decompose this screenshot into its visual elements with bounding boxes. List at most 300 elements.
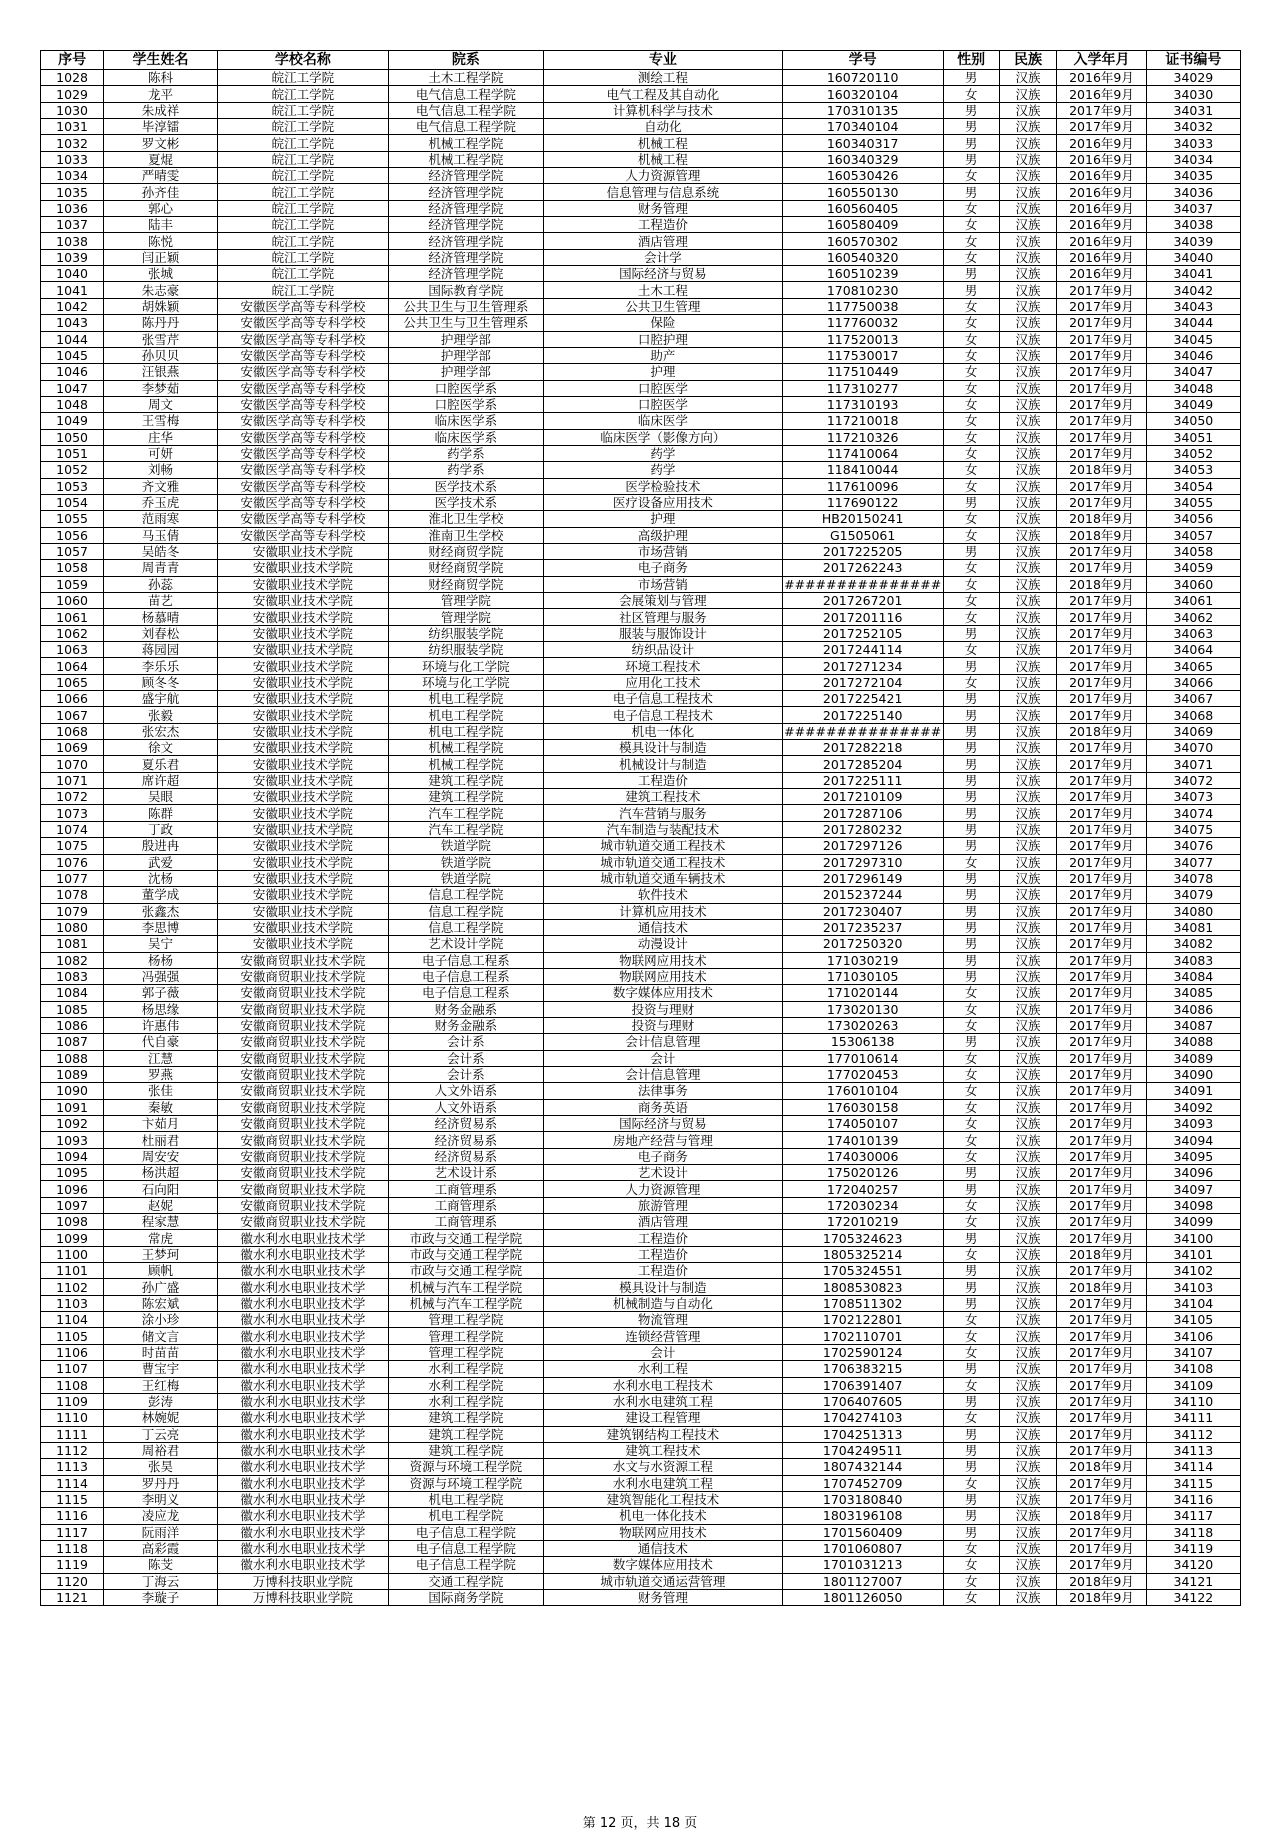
cell-student-name: 张佳 [104,1083,218,1099]
cell-department: 口腔医学系 [388,396,543,412]
cell-department: 建筑工程学院 [388,789,543,805]
cell-ethnicity: 汉族 [999,315,1056,331]
cell-department: 护理学部 [388,364,543,380]
cell-student-name: 孙广盛 [104,1279,218,1295]
table-row [41,936,1241,952]
cell-major: 服装与服饰设计 [543,625,782,641]
cell-department: 工商管理系 [388,1214,543,1230]
cell-student-name: 卞茹月 [104,1116,218,1132]
cell-gender: 男 [943,1165,999,1181]
cell-student-id: 2017267201 [782,593,943,609]
cell-student-id: 1808530823 [782,1279,943,1295]
cell-certificate: 34074 [1146,805,1240,821]
cell-index: 1095 [41,1165,104,1181]
cell-gender: 女 [943,1099,999,1115]
cell-ethnicity: 汉族 [999,936,1056,952]
cell-school: 徽水利水电职业技术学 [217,1475,388,1491]
cell-student-id: HB20150241 [782,511,943,527]
table-row [41,1148,1241,1164]
cell-enrollment: 2018年9月 [1057,462,1147,478]
cell-index: 1066 [41,691,104,707]
cell-student-name: 冯强强 [104,968,218,984]
table-row [41,1459,1241,1475]
cell-school: 徽水利水电职业技术学 [217,1377,388,1393]
table-row [41,903,1241,919]
cell-major: 电子商务 [543,1148,782,1164]
cell-certificate: 34079 [1146,887,1240,903]
cell-gender: 女 [943,298,999,314]
cell-school: 安徽职业技术学院 [217,625,388,641]
table-row [41,478,1241,494]
cell-school: 安徽职业技术学院 [217,740,388,756]
cell-gender: 女 [943,396,999,412]
cell-enrollment: 2016年9月 [1057,70,1147,86]
cell-gender: 女 [943,380,999,396]
cell-department: 临床医学系 [388,413,543,429]
cell-school: 安徽医学高等专科学校 [217,527,388,543]
cell-school: 安徽商贸职业技术学院 [217,1001,388,1017]
table-row [41,445,1241,461]
cell-major: 建筑钢结构工程技术 [543,1426,782,1442]
cell-ethnicity: 汉族 [999,168,1056,184]
cell-school: 皖江工学院 [217,282,388,298]
cell-major: 临床医学（影像方向） [543,429,782,445]
cell-ethnicity: 汉族 [999,903,1056,919]
cell-student-id: 170310135 [782,102,943,118]
cell-student-id: 177010614 [782,1050,943,1066]
cell-school: 安徽医学高等专科学校 [217,347,388,363]
table-row [41,331,1241,347]
cell-certificate: 34112 [1146,1426,1240,1442]
cell-school: 安徽医学高等专科学校 [217,462,388,478]
cell-student-id: ############### [784,576,942,592]
cell-index: 1087 [41,1034,104,1050]
cell-ethnicity: 汉族 [999,1230,1056,1246]
cell-school: 徽水利水电职业技术学 [217,1361,388,1377]
cell-major: 软件技术 [543,887,782,903]
cell-major: 应用化工技术 [543,674,782,690]
cell-department: 电子信息工程系 [388,985,543,1001]
cell-enrollment: 2016年9月 [1057,249,1147,265]
cell-major: 水利水电建筑工程 [543,1393,782,1409]
col-header-department: 院系 [388,51,543,70]
cell-enrollment: 2017年9月 [1057,1328,1147,1344]
cell-department: 资源与环境工程学院 [388,1475,543,1491]
cell-major: 护理 [543,364,782,380]
cell-index: 1088 [41,1050,104,1066]
cell-ethnicity: 汉族 [999,1312,1056,1328]
cell-school: 皖江工学院 [217,70,388,86]
cell-student-name: 涂小珍 [104,1312,218,1328]
cell-gender: 男 [943,723,999,739]
cell-student-name: 沈杨 [104,870,218,886]
cell-school: 安徽商贸职业技术学院 [217,1034,388,1050]
cell-school: 皖江工学院 [217,249,388,265]
cell-ethnicity: 汉族 [999,527,1056,543]
cell-index: 1058 [41,560,104,576]
cell-student-name: 范雨寒 [104,511,218,527]
cell-student-id: 173020263 [782,1017,943,1033]
cell-major: 工程造价 [543,772,782,788]
cell-major: 汽车营销与服务 [543,805,782,821]
table-row [41,740,1241,756]
cell-school: 徽水利水电职业技术学 [217,1524,388,1540]
cell-student-id: 2017252105 [782,625,943,641]
cell-ethnicity: 汉族 [999,1540,1056,1556]
cell-school: 安徽职业技术学院 [217,854,388,870]
cell-school: 安徽医学高等专科学校 [217,380,388,396]
cell-gender: 男 [943,494,999,510]
cell-index: 1070 [41,756,104,772]
table-row [41,1426,1241,1442]
cell-certificate: 34070 [1146,740,1240,756]
cell-student-id: 160340329 [782,151,943,167]
cell-department: 建筑工程学院 [388,772,543,788]
cell-major: 会展策划与管理 [543,593,782,609]
table-row [41,1050,1241,1066]
cell-student-name: 张宏杰 [104,723,218,739]
cell-certificate: 34066 [1146,674,1240,690]
cell-index: 1103 [41,1295,104,1311]
table-row [41,593,1241,609]
cell-ethnicity: 汉族 [999,429,1056,445]
cell-student-id: 118410044 [782,462,943,478]
cell-student-id: 160320104 [782,86,943,102]
cell-student-name: 江慧 [104,1050,218,1066]
cell-ethnicity: 汉族 [999,413,1056,429]
cell-school: 安徽医学高等专科学校 [217,331,388,347]
cell-ethnicity: 汉族 [999,772,1056,788]
cell-major: 人力资源管理 [543,168,782,184]
table-row [41,756,1241,772]
cell-certificate: 34087 [1146,1017,1240,1033]
cell-ethnicity: 汉族 [999,1279,1056,1295]
table-row [41,1181,1241,1197]
cell-department: 公共卫生与卫生管理系 [388,298,543,314]
cell-major: 建设工程管理 [543,1410,782,1426]
cell-department: 管理工程学院 [388,1344,543,1360]
cell-certificate: 34090 [1146,1066,1240,1082]
cell-department: 机械工程学院 [388,740,543,756]
cell-ethnicity: 汉族 [999,249,1056,265]
cell-ethnicity: 汉族 [999,985,1056,1001]
cell-index: 1100 [41,1246,104,1262]
table-row [41,1116,1241,1132]
cell-student-name: 顾帆 [104,1263,218,1279]
cell-ethnicity: 汉族 [999,723,1056,739]
cell-gender: 女 [943,609,999,625]
cell-department: 电子信息工程学院 [388,1540,543,1556]
cell-major: 保险 [543,315,782,331]
cell-department: 电气信息工程学院 [388,86,543,102]
cell-index: 1067 [41,707,104,723]
cell-certificate: 34084 [1146,968,1240,984]
cell-ethnicity: 汉族 [999,805,1056,821]
cell-major: 艺术设计 [543,1165,782,1181]
cell-student-id: 117410064 [782,445,943,461]
cell-gender: 女 [943,1540,999,1556]
cell-student-name: 刘春松 [104,625,218,641]
cell-student-name: 刘畅 [104,462,218,478]
table-row [41,1377,1241,1393]
cell-enrollment: 2017年9月 [1057,903,1147,919]
cell-student-id: 1807432144 [782,1459,943,1475]
cell-student-name: 丁海云 [104,1573,218,1589]
cell-ethnicity: 汉族 [999,1116,1056,1132]
cell-gender: 男 [943,1491,999,1507]
cell-index: 1033 [41,151,104,167]
cell-student-name: 董学成 [104,887,218,903]
col-header-major: 专业 [543,51,782,70]
student-table [40,50,1241,1606]
cell-gender: 男 [943,1459,999,1475]
cell-gender: 男 [943,625,999,641]
cell-enrollment: 2018年9月 [1057,511,1147,527]
cell-student-id: ############### [784,723,942,739]
table-row [41,1491,1241,1507]
cell-enrollment: 2017年9月 [1057,364,1147,380]
cell-certificate: 34031 [1146,102,1240,118]
cell-school: 皖江工学院 [217,200,388,216]
table-row [41,1246,1241,1262]
cell-school: 徽水利水电职业技术学 [217,1410,388,1426]
cell-student-id: 171030105 [782,968,943,984]
cell-enrollment: 2017年9月 [1057,1099,1147,1115]
cell-student-name: 吴宁 [104,936,218,952]
cell-department: 汽车工程学院 [388,821,543,837]
cell-gender: 女 [943,1083,999,1099]
cell-major: 机械制造与自动化 [543,1295,782,1311]
cell-student-id: 160540320 [782,249,943,265]
cell-student-id: 1803196108 [782,1508,943,1524]
cell-student-id: 117520013 [782,331,943,347]
cell-department: 工商管理系 [388,1181,543,1197]
cell-school: 安徽职业技术学院 [217,658,388,674]
cell-student-id: 2017285204 [782,756,943,772]
cell-ethnicity: 汉族 [999,1263,1056,1279]
cell-department: 财务金融系 [388,1017,543,1033]
cell-ethnicity: 汉族 [999,1001,1056,1017]
cell-student-id: 1707452709 [782,1475,943,1491]
cell-gender: 女 [943,217,999,233]
cell-student-name: 陈宏斌 [104,1295,218,1311]
cell-gender: 女 [943,1197,999,1213]
cell-certificate: 34033 [1146,135,1240,151]
cell-student-id: 1704274103 [782,1410,943,1426]
table-row [41,854,1241,870]
cell-department: 医学技术系 [388,478,543,494]
cell-gender: 女 [943,86,999,102]
cell-department: 市政与交通工程学院 [388,1263,543,1279]
cell-gender: 男 [943,1508,999,1524]
cell-gender: 男 [943,266,999,282]
cell-student-id: 176010104 [782,1083,943,1099]
cell-index: 1032 [41,135,104,151]
cell-enrollment: 2017年9月 [1057,102,1147,118]
cell-student-id: 160510239 [782,266,943,282]
cell-student-name: 杨思缘 [104,1001,218,1017]
cell-school: 皖江工学院 [217,135,388,151]
cell-major: 机械工程 [543,135,782,151]
cell-student-name: 林婉妮 [104,1410,218,1426]
cell-ethnicity: 汉族 [999,707,1056,723]
cell-department: 财务金融系 [388,1001,543,1017]
cell-major: 城市轨道交通运营管理 [543,1573,782,1589]
cell-certificate: 34046 [1146,347,1240,363]
cell-certificate: 34086 [1146,1001,1240,1017]
cell-school: 万博科技职业学院 [217,1589,388,1605]
cell-enrollment: 2017年9月 [1057,691,1147,707]
cell-school: 安徽医学高等专科学校 [217,364,388,380]
cell-student-id: 1701560409 [782,1524,943,1540]
cell-school: 安徽职业技术学院 [217,674,388,690]
cell-student-id: 173020130 [782,1001,943,1017]
cell-ethnicity: 汉族 [999,184,1056,200]
cell-student-name: 张城 [104,266,218,282]
cell-department: 药学系 [388,445,543,461]
cell-school: 皖江工学院 [217,151,388,167]
cell-student-name: 张鑫杰 [104,903,218,919]
cell-school: 安徽商贸职业技术学院 [217,1148,388,1164]
cell-student-name: 朱成祥 [104,102,218,118]
cell-ethnicity: 汉族 [999,1459,1056,1475]
cell-major: 会计 [543,1344,782,1360]
cell-ethnicity: 汉族 [999,1181,1056,1197]
cell-student-id: 117310277 [782,380,943,396]
cell-certificate: 34067 [1146,691,1240,707]
col-header-certificate: 证书编号 [1146,51,1240,70]
cell-certificate: 34050 [1146,413,1240,429]
cell-ethnicity: 汉族 [999,838,1056,854]
cell-index: 1109 [41,1393,104,1409]
cell-major: 酒店管理 [543,1214,782,1230]
cell-index: 1049 [41,413,104,429]
cell-ethnicity: 汉族 [999,658,1056,674]
cell-student-id: 160530426 [782,168,943,184]
cell-major: 物流管理 [543,1312,782,1328]
cell-gender: 女 [943,1017,999,1033]
cell-certificate: 34081 [1146,919,1240,935]
cell-student-name: 李思博 [104,919,218,935]
cell-enrollment: 2017年9月 [1057,445,1147,461]
cell-certificate: 34093 [1146,1116,1240,1132]
cell-gender: 男 [943,1279,999,1295]
cell-major: 计算机科学与技术 [543,102,782,118]
col-header-index: 序号 [41,51,104,70]
cell-certificate: 34034 [1146,151,1240,167]
cell-index: 1076 [41,854,104,870]
cell-major: 工程造价 [543,1263,782,1279]
table-row [41,560,1241,576]
cell-department: 国际教育学院 [388,282,543,298]
cell-certificate: 34065 [1146,658,1240,674]
cell-ethnicity: 汉族 [999,1508,1056,1524]
cell-index: 1075 [41,838,104,854]
cell-major: 模具设计与制造 [543,1279,782,1295]
cell-enrollment: 2016年9月 [1057,200,1147,216]
cell-enrollment: 2017年9月 [1057,543,1147,559]
cell-major: 工程造价 [543,217,782,233]
cell-certificate: 34069 [1146,723,1240,739]
cell-enrollment: 2017年9月 [1057,1132,1147,1148]
cell-certificate: 34101 [1146,1246,1240,1262]
cell-school: 安徽职业技术学院 [217,870,388,886]
cell-student-name: 孙齐佳 [104,184,218,200]
cell-certificate: 34044 [1146,315,1240,331]
cell-department: 人文外语系 [388,1083,543,1099]
cell-gender: 男 [943,184,999,200]
table-row [41,1034,1241,1050]
cell-department: 会计系 [388,1066,543,1082]
cell-department: 淮南卫生学校 [388,527,543,543]
cell-index: 1031 [41,119,104,135]
cell-school: 安徽医学高等专科学校 [217,478,388,494]
cell-index: 1082 [41,952,104,968]
cell-student-name: 朱志豪 [104,282,218,298]
table-row [41,347,1241,363]
cell-certificate: 34122 [1146,1589,1240,1605]
cell-major: 投资与理财 [543,1017,782,1033]
cell-ethnicity: 汉族 [999,543,1056,559]
cell-index: 1061 [41,609,104,625]
cell-department: 管理学院 [388,609,543,625]
cell-certificate: 34059 [1146,560,1240,576]
cell-student-id: 1701060807 [782,1540,943,1556]
table-row [41,233,1241,249]
cell-department: 信息工程学院 [388,903,543,919]
cell-enrollment: 2017年9月 [1057,1263,1147,1279]
cell-gender: 女 [943,200,999,216]
cell-certificate: 34099 [1146,1214,1240,1230]
cell-student-id: 1706383215 [782,1361,943,1377]
cell-student-id: 15306138 [782,1034,943,1050]
cell-certificate: 34094 [1146,1132,1240,1148]
cell-school: 安徽商贸职业技术学院 [217,968,388,984]
cell-enrollment: 2017年9月 [1057,413,1147,429]
cell-student-id: 160340317 [782,135,943,151]
cell-gender: 女 [943,1377,999,1393]
cell-gender: 女 [943,233,999,249]
cell-student-name: 储文言 [104,1328,218,1344]
cell-ethnicity: 汉族 [999,200,1056,216]
cell-school: 安徽商贸职业技术学院 [217,1197,388,1213]
cell-student-name: 张昊 [104,1459,218,1475]
cell-department: 环境与化工学院 [388,658,543,674]
cell-certificate: 34043 [1146,298,1240,314]
cell-certificate: 34057 [1146,527,1240,543]
cell-student-name: 时苗苗 [104,1344,218,1360]
cell-index: 1084 [41,985,104,1001]
cell-index: 1069 [41,740,104,756]
cell-index: 1108 [41,1377,104,1393]
cell-student-name: 罗文彬 [104,135,218,151]
cell-student-name: 夏焜 [104,151,218,167]
cell-school: 安徽商贸职业技术学院 [217,1132,388,1148]
cell-student-id: 171020144 [782,985,943,1001]
cell-certificate: 34042 [1146,282,1240,298]
cell-ethnicity: 汉族 [999,1344,1056,1360]
cell-index: 1110 [41,1410,104,1426]
cell-major: 人力资源管理 [543,1181,782,1197]
cell-gender: 女 [943,168,999,184]
cell-school: 安徽商贸职业技术学院 [217,1099,388,1115]
cell-ethnicity: 汉族 [999,1083,1056,1099]
cell-enrollment: 2017年9月 [1057,1083,1147,1099]
cell-certificate: 34114 [1146,1459,1240,1475]
cell-major: 社区管理与服务 [543,609,782,625]
cell-index: 1043 [41,315,104,331]
cell-department: 护理学部 [388,347,543,363]
